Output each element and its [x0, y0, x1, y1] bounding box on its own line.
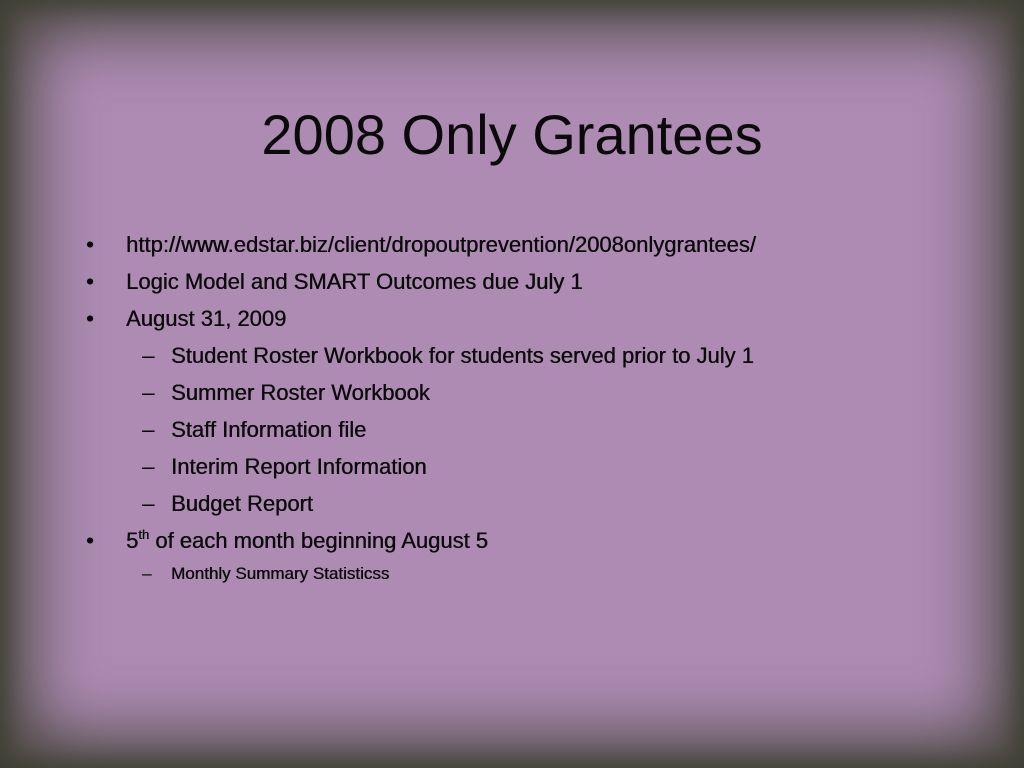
bullet-marker: • — [86, 528, 94, 553]
dash-marker: – — [142, 564, 152, 583]
bullet-marker: • — [86, 306, 94, 331]
sub-item-summer-roster — [86, 374, 966, 411]
ordinal-number: 5 — [126, 528, 139, 553]
sub-item-interim-report — [86, 448, 966, 485]
bullet-item-august-31 — [86, 300, 966, 337]
bullet-marker: • — [86, 269, 94, 294]
sub-item-monthly-summary — [86, 559, 966, 589]
bullet-text-monthly — [126, 528, 488, 553]
bullet-item-url — [86, 226, 966, 263]
sub-item-text: Summer Roster Workbook — [171, 380, 430, 405]
bullet-marker: • — [86, 232, 94, 257]
dash-marker: – — [142, 417, 155, 442]
dash-marker: – — [142, 343, 155, 368]
sub-item-text: Staff Information file — [171, 417, 367, 442]
sub-item-text: Budget Report — [171, 491, 313, 516]
monthly-text: of each month beginning August 5 — [149, 528, 488, 553]
bullet-text-url: http://www.edstar.biz/client/dropoutprevention/2008onlygrantees/ — [126, 232, 756, 257]
dash-marker: – — [142, 454, 155, 479]
bullet-item-logic-model — [86, 263, 966, 300]
bullet-list — [86, 226, 966, 589]
sub-item-staff-information — [86, 411, 966, 448]
sub-item-budget-report — [86, 485, 966, 522]
ordinal-suffix: th — [138, 527, 150, 542]
sub-item-text: Student Roster Workbook for students served prior to July 1 — [171, 343, 754, 368]
dash-marker: – — [142, 380, 155, 405]
dash-marker: – — [142, 491, 155, 516]
sub-item-text: Interim Report Information — [171, 454, 427, 479]
bullet-text-august-31: August 31, 2009 — [126, 306, 287, 331]
sub-item-student-roster — [86, 337, 966, 374]
bullet-text-logic-model: Logic Model and SMART Outcomes due July 1 — [126, 269, 583, 294]
bullet-item-monthly — [86, 522, 966, 559]
sub-item-text: Monthly Summary Statisticss — [171, 564, 390, 583]
slide-title: 2008 Only Grantees — [261, 103, 763, 166]
